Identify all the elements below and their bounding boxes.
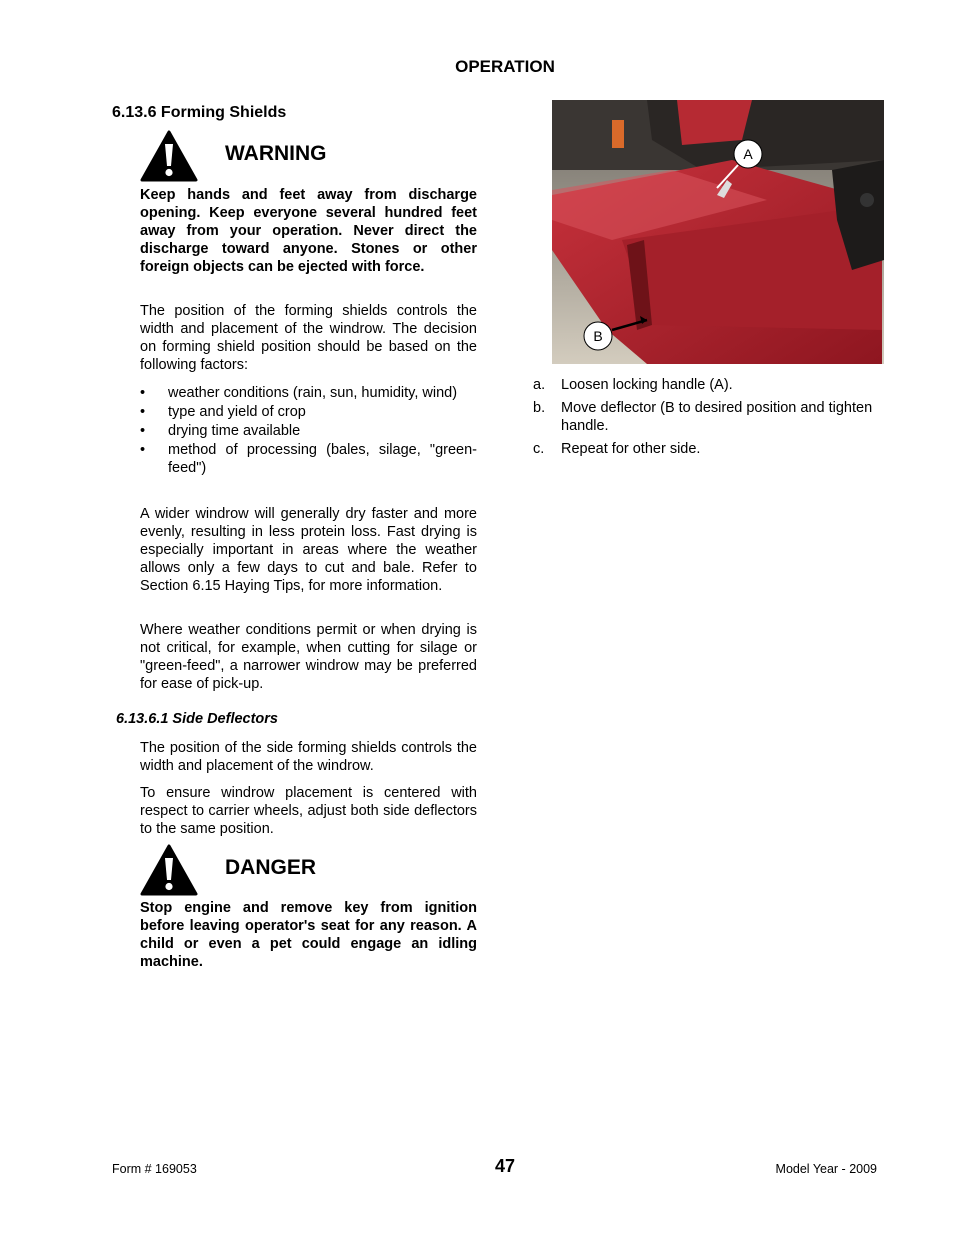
factors-list bbox=[140, 384, 477, 478]
side-deflectors-paragraph-1: The position of the side forming shields controls the width and placement of the windrow. bbox=[140, 740, 477, 774]
wider-windrow-paragraph: A wider windrow will generally dry faster and more evenly, resulting in less protein loss. Fast drying is especially important in areas where the weather allows only a few days to cut and bale. Refer to Section 6.15 Haying Tips, for more information. bbox=[140, 506, 477, 594]
section-title: 6.13.6 Forming Shields bbox=[112, 104, 287, 121]
side-deflector-photo bbox=[552, 100, 884, 364]
warning-signal-word: WARNING bbox=[225, 142, 327, 165]
callout-a-label: A bbox=[743, 146, 753, 162]
list-item bbox=[533, 399, 903, 435]
step-letter: a. bbox=[533, 377, 546, 393]
danger-message: Stop engine and remove key from ignition before leaving operator's seat for any reason. A child or even a pet could engage an idling machine. bbox=[140, 900, 477, 970]
narrower-windrow-paragraph: Where weather conditions permit or when drying is not critical, for example, when cutting for silage or "green-feed", a narrower windrow may be preferred for ease of pick-up. bbox=[140, 622, 477, 692]
adjustment-steps bbox=[533, 376, 903, 463]
step-letter: c. bbox=[533, 441, 545, 457]
list-item: • weather conditions (rain, sun, humidity, wind) bbox=[140, 384, 477, 402]
page-number: 47 bbox=[494, 1156, 516, 1176]
list-item: • drying time available bbox=[140, 422, 477, 440]
danger-signal-word: DANGER bbox=[225, 856, 317, 879]
step-text: Repeat for other side. bbox=[561, 441, 701, 457]
forming-shields-intro-paragraph: The position of the forming shields controls the width and placement of the windrow. The decision on forming shield position should be based on the following factors: bbox=[140, 303, 477, 373]
danger-triangle-icon bbox=[140, 844, 198, 896]
callout-b-label: B bbox=[593, 328, 603, 344]
step-letter: b. bbox=[533, 400, 546, 416]
list-item bbox=[533, 440, 903, 458]
footer-form-number: Form # 169053 bbox=[112, 1162, 197, 1176]
step-text: Loosen locking handle (A). bbox=[561, 377, 733, 393]
list-item: • type and yield of crop bbox=[140, 403, 477, 421]
list-item bbox=[533, 376, 903, 394]
list-item: • method of processing (bales, silage, "green-feed") bbox=[140, 441, 477, 477]
step-text: Move deflector (B to desired position and tighten handle. bbox=[561, 400, 873, 434]
subsection-title: 6.13.6.1 Side Deflectors bbox=[116, 711, 278, 727]
footer-model-year: Model Year - 2009 bbox=[775, 1162, 877, 1176]
warning-message: Keep hands and feet away from discharge opening. Keep everyone several hundred feet away from your operation. Never direct the discharge toward anyone. Stones or other foreign objects can be ejected with force. bbox=[140, 187, 477, 275]
warning-triangle-icon bbox=[140, 130, 198, 182]
page-header-title: OPERATION bbox=[455, 57, 555, 76]
side-deflectors-paragraph-2: To ensure windrow placement is centered with respect to carrier wheels, adjust both side deflectors to the same position. bbox=[140, 785, 477, 837]
